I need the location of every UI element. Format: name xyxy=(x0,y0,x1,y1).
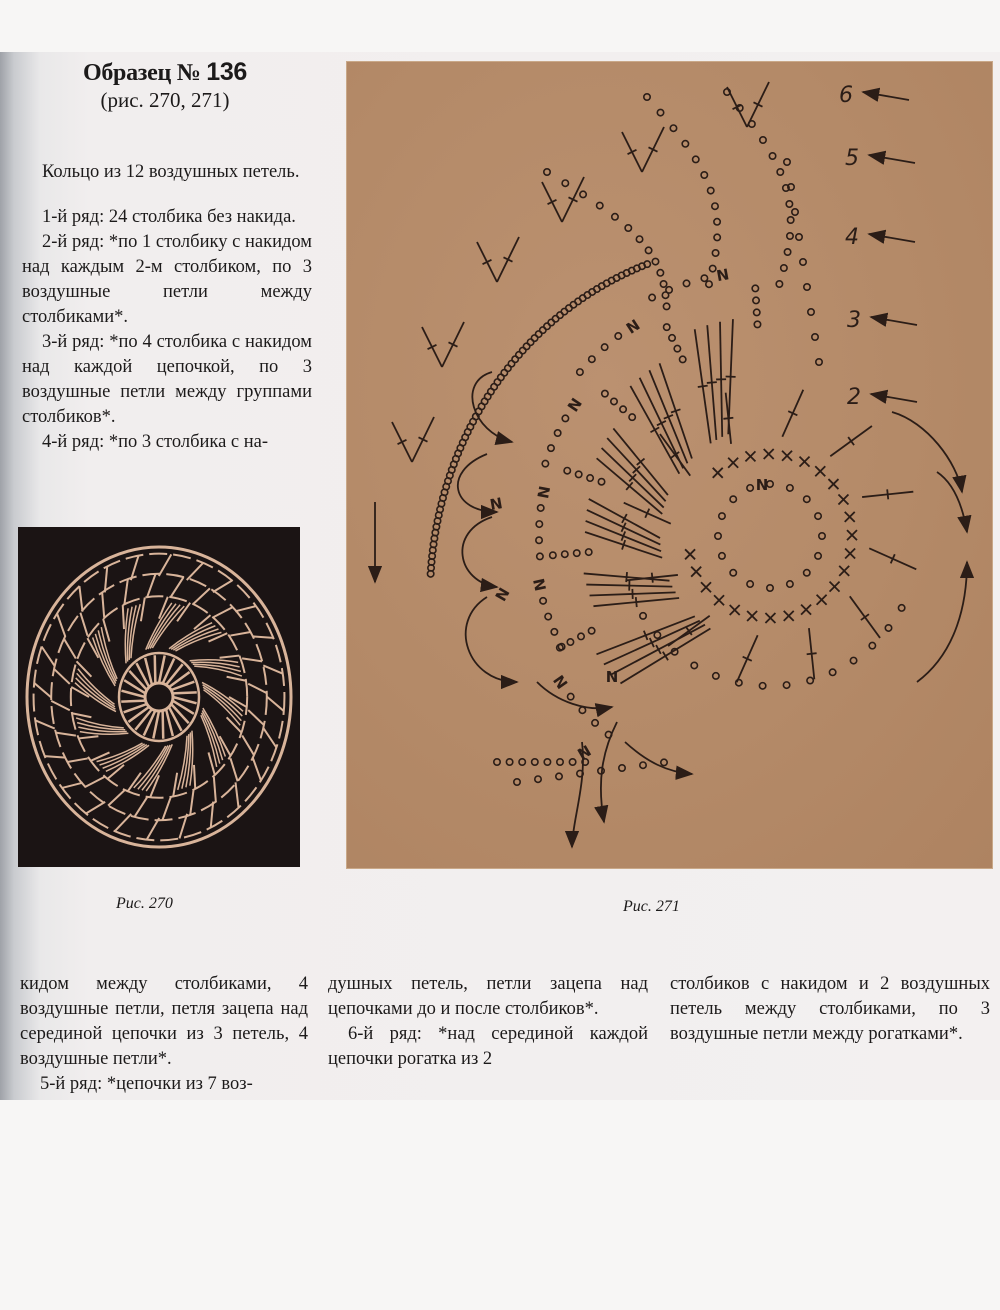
chain-stitch-symbol xyxy=(575,471,581,477)
single-crochet-symbol xyxy=(839,566,849,576)
chain-stitch-symbol xyxy=(754,321,760,327)
single-crochet-symbol xyxy=(765,613,775,623)
chain-stitch-symbol xyxy=(713,673,719,679)
chain-stitch-symbol xyxy=(629,414,635,420)
doily-outline xyxy=(27,547,291,847)
single-crochet-symbol xyxy=(701,582,711,592)
chain-stitch-symbol xyxy=(714,234,720,240)
chain-stitch-symbol xyxy=(701,172,707,178)
chain-stitch-symbol xyxy=(569,759,575,765)
crochet-chart-fig-271 xyxy=(347,62,992,868)
double-crochet-symbol xyxy=(442,322,464,367)
single-crochet-symbol xyxy=(828,479,838,489)
chain-stitch-symbol xyxy=(693,156,699,162)
instructions-column-2 xyxy=(20,972,308,1097)
chain-stitch-symbol xyxy=(807,677,813,683)
chain-stitch-symbol xyxy=(754,309,760,315)
pattern-number: 136 xyxy=(206,58,248,86)
row-3-arrow-icon xyxy=(871,317,917,325)
chain-stitch-symbol xyxy=(787,217,793,223)
instructions-column-1 xyxy=(22,160,312,455)
chain-stitch-symbol xyxy=(669,335,675,341)
right-arrow-icon xyxy=(937,472,967,532)
figure-reference: (рис. 270, 271) xyxy=(100,88,230,112)
chain-stitch-symbol xyxy=(580,191,586,197)
single-crochet-symbol xyxy=(845,512,855,522)
slip-stitch-symbol: N xyxy=(574,741,595,764)
pattern-title xyxy=(60,58,270,87)
double-crochet-symbol xyxy=(640,378,684,469)
double-crochet-symbol xyxy=(622,132,642,172)
chain-stitch-symbol xyxy=(545,613,551,619)
row-turn-arrow-icon xyxy=(462,517,497,587)
caption-fig-270: Рис. 270 xyxy=(116,895,173,912)
double-crochet-symbol xyxy=(716,322,726,437)
chain-stitch-symbol xyxy=(815,553,821,559)
slip-stitch-symbol: N xyxy=(529,576,551,593)
single-crochet-symbol xyxy=(782,451,792,461)
double-crochet-symbol xyxy=(392,422,412,462)
chain-stitch-symbol xyxy=(753,297,759,303)
single-crochet-symbol xyxy=(714,595,724,605)
chain-stitch-symbol xyxy=(532,759,538,765)
chain-stitch-symbol xyxy=(719,553,725,559)
instructions-column-3 xyxy=(328,972,648,1072)
row-turn-arrow-icon xyxy=(537,682,612,708)
chain-stitch-symbol xyxy=(664,324,670,330)
chain-stitch-symbol xyxy=(574,550,580,556)
slip-stitch-symbol: N xyxy=(622,315,644,338)
chain-stitch-symbol xyxy=(544,759,550,765)
chain-stitch-symbol xyxy=(670,125,676,131)
chain-stitch-symbol xyxy=(781,265,787,271)
single-crochet-symbol xyxy=(685,549,695,559)
chain-stitch-symbol xyxy=(706,281,712,287)
chain-stitch-symbol xyxy=(636,236,642,242)
chain-stitch-symbol xyxy=(644,94,650,100)
single-crochet-symbol xyxy=(745,451,755,461)
slip-stitch-symbol: N xyxy=(563,394,586,416)
single-crochet-symbol xyxy=(730,605,740,615)
row-4-arrow-icon xyxy=(869,234,915,242)
chain-stitch-symbol xyxy=(682,141,688,147)
chain-stitch-symbol xyxy=(701,275,707,281)
chain-stitch-symbol xyxy=(736,680,742,686)
chain-stitch-symbol xyxy=(640,762,646,768)
right-up-arrow-icon xyxy=(917,562,967,682)
chain-stitch-symbol xyxy=(548,445,554,451)
single-crochet-symbol xyxy=(830,582,840,592)
chain-stitch-symbol xyxy=(579,707,585,713)
photo-fig-270 xyxy=(18,527,300,867)
doily-center-ring xyxy=(145,683,173,711)
single-crochet-symbol xyxy=(691,567,701,577)
row-6-instruction-start: 6-й ряд: *над серединой каждой цепочки рогатка из 2 xyxy=(328,1024,648,1069)
double-crochet-symbol xyxy=(542,182,562,222)
row-number-label-2: 2 xyxy=(847,385,861,410)
chain-stitch-symbol xyxy=(815,513,821,519)
title-prefix: Образец № xyxy=(82,60,201,86)
single-crochet-symbol xyxy=(845,548,855,558)
chain-stitch-symbol xyxy=(598,479,604,485)
single-crochet-symbol xyxy=(801,605,811,615)
single-crochet-symbol xyxy=(817,595,827,605)
chain-stitch-symbol xyxy=(730,570,736,576)
double-crochet-symbol xyxy=(412,417,434,462)
chain-stitch-symbol xyxy=(747,581,753,587)
chain-stitch-symbol xyxy=(536,537,542,543)
chain-stitch-symbol xyxy=(506,759,512,765)
chain-stitch-symbol xyxy=(800,259,806,265)
row-4-instruction-cont: кидом между столбиками, 4 воздушные петли, петля зацепа над серединой цепочки из 3 петель, 4 воздушные петли*. xyxy=(20,974,308,1069)
chain-stitch-symbol xyxy=(850,657,856,663)
chain-stitch-symbol xyxy=(777,169,783,175)
double-crochet-symbol xyxy=(649,370,687,463)
chain-stitch-symbol xyxy=(514,779,520,785)
chain-stitch-symbol xyxy=(654,632,660,638)
chain-stitch-symbol xyxy=(537,553,543,559)
chain-stitch-symbol xyxy=(538,505,544,511)
row-number-label-4: 4 xyxy=(845,225,859,250)
chain-stitch-symbol xyxy=(562,551,568,557)
chain-stitch-symbol xyxy=(649,294,655,300)
chain-stitch-symbol xyxy=(494,759,500,765)
row-4-instruction-start: 4-й ряд: *по 3 столбика с на- xyxy=(42,432,269,452)
chain-stitch-symbol xyxy=(556,773,562,779)
row-turn-arrow-icon xyxy=(466,597,517,682)
chain-stitch-symbol xyxy=(679,356,685,362)
chain-stitch-symbol xyxy=(542,460,548,466)
single-crochet-symbol xyxy=(838,495,848,505)
single-crochet-symbol xyxy=(728,458,738,468)
double-crochet-symbol xyxy=(562,177,584,222)
chain-stitch-symbol xyxy=(712,250,718,256)
double-crochet-symbol xyxy=(869,548,916,569)
double-crochet-symbol xyxy=(726,319,736,434)
chain-stitch-symbol xyxy=(792,209,798,215)
double-crochet-symbol xyxy=(660,363,692,458)
chain-stitch-symbol xyxy=(714,219,720,225)
row-3-instruction: 3-й ряд: *по 4 столбика с накидом над каждой цепочкой, по 3 воздушные петли между группами столбиков*. xyxy=(22,332,312,427)
chain-stitch-symbol xyxy=(567,639,573,645)
chain-stitch-symbol xyxy=(812,334,818,340)
chain-stitch-symbol xyxy=(787,485,793,491)
chain-stitch-symbol xyxy=(829,669,835,675)
upper-right-arrow-icon xyxy=(892,412,962,492)
row-number-label-5: 5 xyxy=(845,146,859,171)
chain-stitch-symbol xyxy=(562,415,568,421)
slip-stitch-symbol: N xyxy=(755,476,769,494)
chain-stitch-symbol xyxy=(611,398,617,404)
double-crochet-symbol xyxy=(850,596,880,638)
single-crochet-symbol xyxy=(800,457,810,467)
chain-stitch-symbol xyxy=(519,759,525,765)
slip-stitch-symbol: N xyxy=(534,484,555,501)
chain-stitch-symbol xyxy=(898,605,904,611)
chain-stitch-symbol xyxy=(708,187,714,193)
chain-stitch-symbol xyxy=(663,303,669,309)
chain-stitch-symbol xyxy=(674,345,680,351)
chain-stitch-symbol xyxy=(551,629,557,635)
caption-fig-271: Рис. 271 xyxy=(623,898,680,915)
chain-stitch-symbol xyxy=(578,633,584,639)
chain-stitch-symbol xyxy=(819,533,825,539)
row-2-arrow-icon xyxy=(871,394,917,402)
chain-stitch-symbol xyxy=(787,233,793,239)
chain-stitch-symbol xyxy=(602,390,608,396)
chain-stitch-symbol xyxy=(752,285,758,291)
double-crochet-symbol xyxy=(862,489,913,499)
chain-stitch-symbol xyxy=(760,137,766,143)
chain-stitch-symbol xyxy=(567,693,573,699)
single-crochet-symbol xyxy=(764,449,774,459)
chain-stitch-symbol xyxy=(601,344,607,350)
chain-stitch-symbol xyxy=(747,485,753,491)
double-crochet-symbol xyxy=(807,628,817,679)
chain-stitch-symbol xyxy=(767,585,773,591)
chain-stitch-symbol xyxy=(540,598,546,604)
single-crochet-symbol xyxy=(713,468,723,478)
chain-stitch-symbol xyxy=(804,496,810,502)
row-number-label-6: 6 xyxy=(839,83,853,108)
double-crochet-symbol xyxy=(422,327,442,367)
single-crochet-symbol xyxy=(784,611,794,621)
chain-stitch-symbol xyxy=(544,169,550,175)
chain-stitch-symbol xyxy=(869,642,875,648)
chain-stitch-symbol xyxy=(640,613,646,619)
chain-stitch-symbol xyxy=(620,406,626,412)
chain-stitch-symbol xyxy=(816,359,822,365)
chain-stitch-symbol xyxy=(592,720,598,726)
double-crochet-symbol xyxy=(593,597,679,607)
double-crochet-symbol xyxy=(497,237,519,282)
chain-stitch-symbol xyxy=(554,430,560,436)
double-crochet-symbol xyxy=(642,127,664,172)
chain-stitch-symbol xyxy=(597,202,603,208)
chain-stitch-symbol xyxy=(683,280,689,286)
row-5-arrow-icon xyxy=(869,155,915,163)
chain-stitch-symbol xyxy=(557,759,563,765)
chain-stitch-symbol xyxy=(730,496,736,502)
double-crochet-symbol xyxy=(830,426,872,456)
row-6-arrow-icon xyxy=(863,92,909,100)
chain-stitch-symbol xyxy=(759,683,765,689)
chain-stitch-symbol xyxy=(661,759,667,765)
row-6-instruction-cont: столбиков с накидом и 2 воздушных петель между столбиками, по 3 воздушные петли между рогатками*. xyxy=(670,974,990,1044)
chain-stitch-symbol xyxy=(536,521,542,527)
single-crochet-symbol xyxy=(747,611,757,621)
single-crochet-symbol xyxy=(847,530,857,540)
chain-stitch-symbol xyxy=(586,549,592,555)
chain-stitch-symbol xyxy=(660,281,666,287)
chain-stitch-symbol xyxy=(804,284,810,290)
instructions-column-4 xyxy=(670,972,990,1047)
double-crochet-symbol xyxy=(737,635,758,682)
double-crochet-symbol xyxy=(747,82,769,127)
intro-paragraph: Кольцо из 12 воздушных петель. xyxy=(42,162,300,182)
chain-stitch-symbol xyxy=(769,153,775,159)
slip-stitch-symbol: N xyxy=(714,265,731,286)
chain-stitch-symbol xyxy=(588,628,594,634)
chain-stitch-symbol xyxy=(657,270,663,276)
chain-stitch-symbol xyxy=(657,109,663,115)
chain-stitch-symbol xyxy=(691,662,697,668)
chain-stitch-symbol xyxy=(784,159,790,165)
double-crochet-symbol xyxy=(624,503,671,524)
chain-stitch-symbol xyxy=(776,281,782,287)
chain-stitch-symbol xyxy=(562,180,568,186)
chain-stitch-symbol xyxy=(577,369,583,375)
slip-stitch-symbol: N xyxy=(488,494,504,515)
row-2-instruction: 2-й ряд: *по 1 столбику с накидом над каждым 2-м столбиком, по 3 воздушные петли между столбиками*. xyxy=(22,232,312,327)
bottom-right-arrow-icon xyxy=(625,742,692,774)
chain-stitch-symbol xyxy=(589,356,595,362)
chain-stitch-symbol xyxy=(535,776,541,782)
chain-stitch-symbol xyxy=(786,201,792,207)
single-crochet-symbol xyxy=(815,466,825,476)
chain-stitch-symbol xyxy=(550,552,556,558)
row-number-label-3: 3 xyxy=(847,308,861,333)
row-5-instruction-cont: душных петель, петли зацепа над цепочками до и после столбиков*. xyxy=(328,974,648,1019)
crochet-doily-photo xyxy=(18,527,300,867)
slip-stitch-symbol: N xyxy=(605,668,619,686)
chain-stitch-symbol xyxy=(587,475,593,481)
chain-stitch-symbol xyxy=(787,581,793,587)
double-crochet-symbol xyxy=(590,589,676,599)
chain-stitch-symbol xyxy=(784,249,790,255)
chain-stitch-symbol xyxy=(615,333,621,339)
chain-stitch-symbol xyxy=(715,533,721,539)
chain-stitch-symbol xyxy=(612,214,618,220)
double-crochet-symbol xyxy=(782,390,803,437)
chain-stitch-symbol xyxy=(719,513,725,519)
chain-stitch-symbol xyxy=(808,309,814,315)
double-crochet-symbol xyxy=(477,242,497,282)
chain-stitch-symbol xyxy=(645,247,651,253)
double-crochet-symbol xyxy=(604,621,700,665)
crochet-symbol-chart xyxy=(347,62,992,868)
double-crochet-symbol xyxy=(596,616,694,654)
chain-stitch-symbol xyxy=(712,203,718,209)
chain-stitch-symbol xyxy=(625,225,631,231)
chain-stitch-symbol xyxy=(619,765,625,771)
slip-stitch-symbol: N xyxy=(549,671,572,693)
double-crochet-symbol xyxy=(586,581,672,591)
chain-stitch-symbol xyxy=(749,121,755,127)
chain-stitch-symbol xyxy=(662,292,668,298)
chain-stitch-symbol xyxy=(804,570,810,576)
chain-stitch-symbol xyxy=(783,682,789,688)
chain-stitch-symbol xyxy=(564,467,570,473)
slip-stitch-symbol: N xyxy=(491,584,514,605)
chain-stitch-symbol xyxy=(885,625,891,631)
row-5-instruction-start: 5-й ряд: *цепочки из 7 воз- xyxy=(40,1074,253,1094)
chain-stitch-symbol xyxy=(796,234,802,240)
row-1-instruction: 1-й ряд: 24 столбика без накида. xyxy=(42,207,296,227)
chain-stitch-symbol xyxy=(652,258,658,264)
